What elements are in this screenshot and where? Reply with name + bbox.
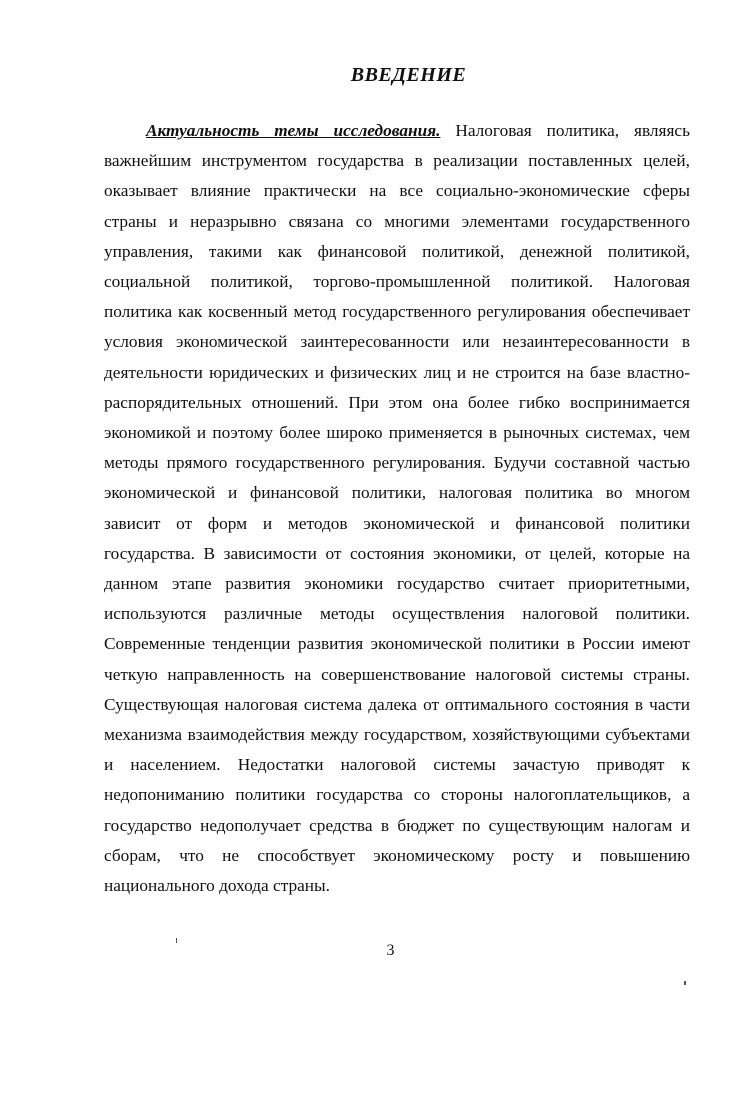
body-paragraph xyxy=(104,116,690,901)
paragraph-text: Налоговая политика, являясь важнейшим инструментом государства в реализации поставленных целей, оказывает влияние практически на все социально-экономические сферы страны и неразрывно связана со многими элементами государственного управления, такими как финансовой политикой, денежной политикой, социальной политикой, торгово-промышленной политикой. Налоговая политика как косвенный метод государственного регулирования обеспечивает условия экономической заинтересованности или незаинтересованности в деятельности юридических и физических лиц и не строится на базе властно-распорядительных отношений. При этом она более гибко воспринимается экономикой и поэтому более широко применяется в рыночных системах, чем методы прямого государственного регулирования. Будучи составной частью экономической и финансовой политики, налоговая политика во многом зависит от форм и методов экономической и финансовой политики государства. В зависимости от состояния экономики, от целей, которые на данном этапе развития экономики государство считает приоритетными, используются различные методы осуществления налоговой политики. Современные тенденции развития экономической политики в России имеют четкую направленность на совершенствование налоговой системы страны. Существующая налоговая система далека от оптимального состояния в части механизма взаимодействия между государством, хозяйствующими субъектами и населением. Недостатки налоговой системы зачастую приводят к недопониманию политики государства со стороны налогоплательщиков, а государство недополучает средства в бюджет по существующим налогам и сборам, что не способствует экономическому росту и повышению национального дохода страны. xyxy=(104,121,690,896)
section-heading: ВВЕДЕНИЕ xyxy=(350,64,467,86)
page-number: 3 xyxy=(386,942,395,959)
lead-phrase: Актуальность темы исследования. xyxy=(146,121,441,140)
scan-speck xyxy=(176,938,177,943)
scan-speck xyxy=(684,981,686,985)
